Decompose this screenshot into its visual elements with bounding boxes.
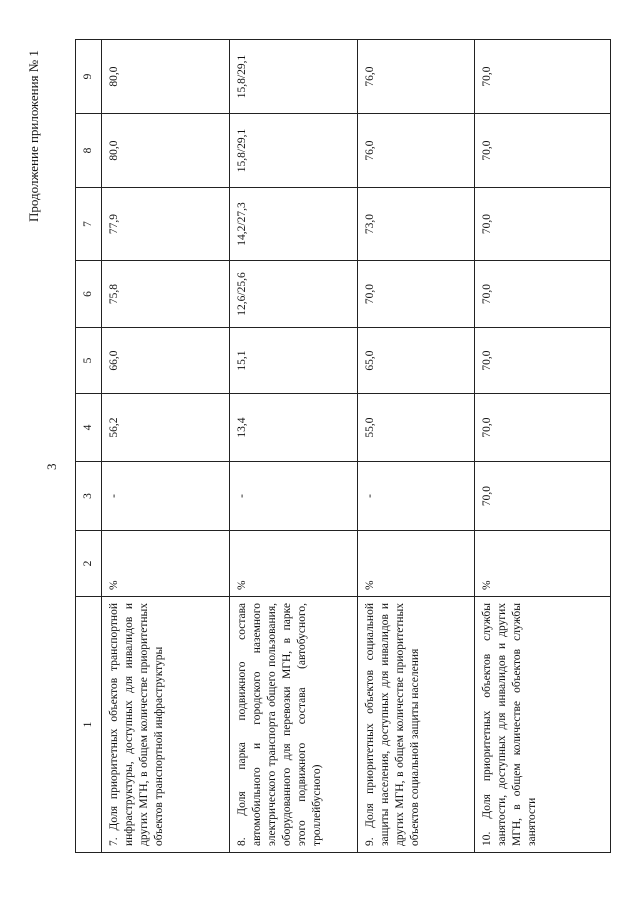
unit-cell: % [358,531,475,597]
value-cell: 70,0 [475,40,611,114]
value-cell: - [230,462,358,531]
unit-cell: % [475,531,611,597]
value-cell: 80,0 [102,114,230,188]
value-cell: 14,2/27,3 [230,188,358,261]
value-cell: - [102,462,230,531]
value-cell: - [358,462,475,531]
value-cell: 77,9 [102,188,230,261]
value-cell: 70,0 [475,394,611,462]
value-cell: 12,6/25,6 [230,261,358,328]
page-number: 3 [44,463,59,470]
value-cell: 15,1 [230,328,358,394]
table-row [102,40,230,853]
indicators-table [75,39,611,853]
value-cell: 73,0 [358,188,475,261]
value-cell: 66,0 [102,328,230,394]
indicator-name: 7. Доля приоритетных объектов транспортной инфраструктуры, доступных для инвалидов и других МГН, в общем количестве приоритетных объектов транспортной инфраструктуры [102,597,230,853]
value-cell: 70,0 [475,114,611,188]
column-number: 5 [76,328,102,394]
column-number: 3 [76,462,102,531]
indicator-name: 9. Доля приоритетных объектов социальной защиты населения, доступных для инвалидов и других МГН, в общем количестве приоритетных объектов социальной защиты населения [358,597,475,853]
value-cell: 70,0 [475,261,611,328]
value-cell: 56,2 [102,394,230,462]
rotated-table-sheet [75,40,610,853]
column-number: 2 [76,531,102,597]
column-number: 8 [76,114,102,188]
column-number: 4 [76,394,102,462]
value-cell: 15,8/29,1 [230,40,358,114]
value-cell: 65,0 [358,328,475,394]
column-number: 6 [76,261,102,328]
column-number: 7 [76,188,102,261]
table-row [358,40,475,853]
indicator-name: 8. Доля парка подвижного состава автомобильного и городского наземного электрического транспорта общего пользования, оборудованного для перевозки МГН, в парке этого подвижного состава (автобусного, троллейбусного) [230,597,358,853]
value-cell: 76,0 [358,40,475,114]
value-cell: 80,0 [102,40,230,114]
value-cell: 70,0 [358,261,475,328]
unit-cell: % [102,531,230,597]
value-cell: 70,0 [475,328,611,394]
value-cell: 75,8 [102,261,230,328]
value-cell: 15,8/29,1 [230,114,358,188]
indicator-name: 10. Доля приоритетных объектов службы занятости, доступных для инвалидов и других МГН, в общем количестве объектов службы занятости [475,597,611,853]
table-row [475,40,611,853]
value-cell: 55,0 [358,394,475,462]
appendix-continuation-title: Продолжение приложения № 1 [26,50,41,222]
column-number: 9 [76,40,102,114]
value-cell: 13,4 [230,394,358,462]
value-cell: 70,0 [475,188,611,261]
column-number-row [76,40,102,853]
column-number: 1 [76,597,102,853]
value-cell: 70,0 [475,462,611,531]
table-row [230,40,358,853]
value-cell: 76,0 [358,114,475,188]
unit-cell: % [230,531,358,597]
